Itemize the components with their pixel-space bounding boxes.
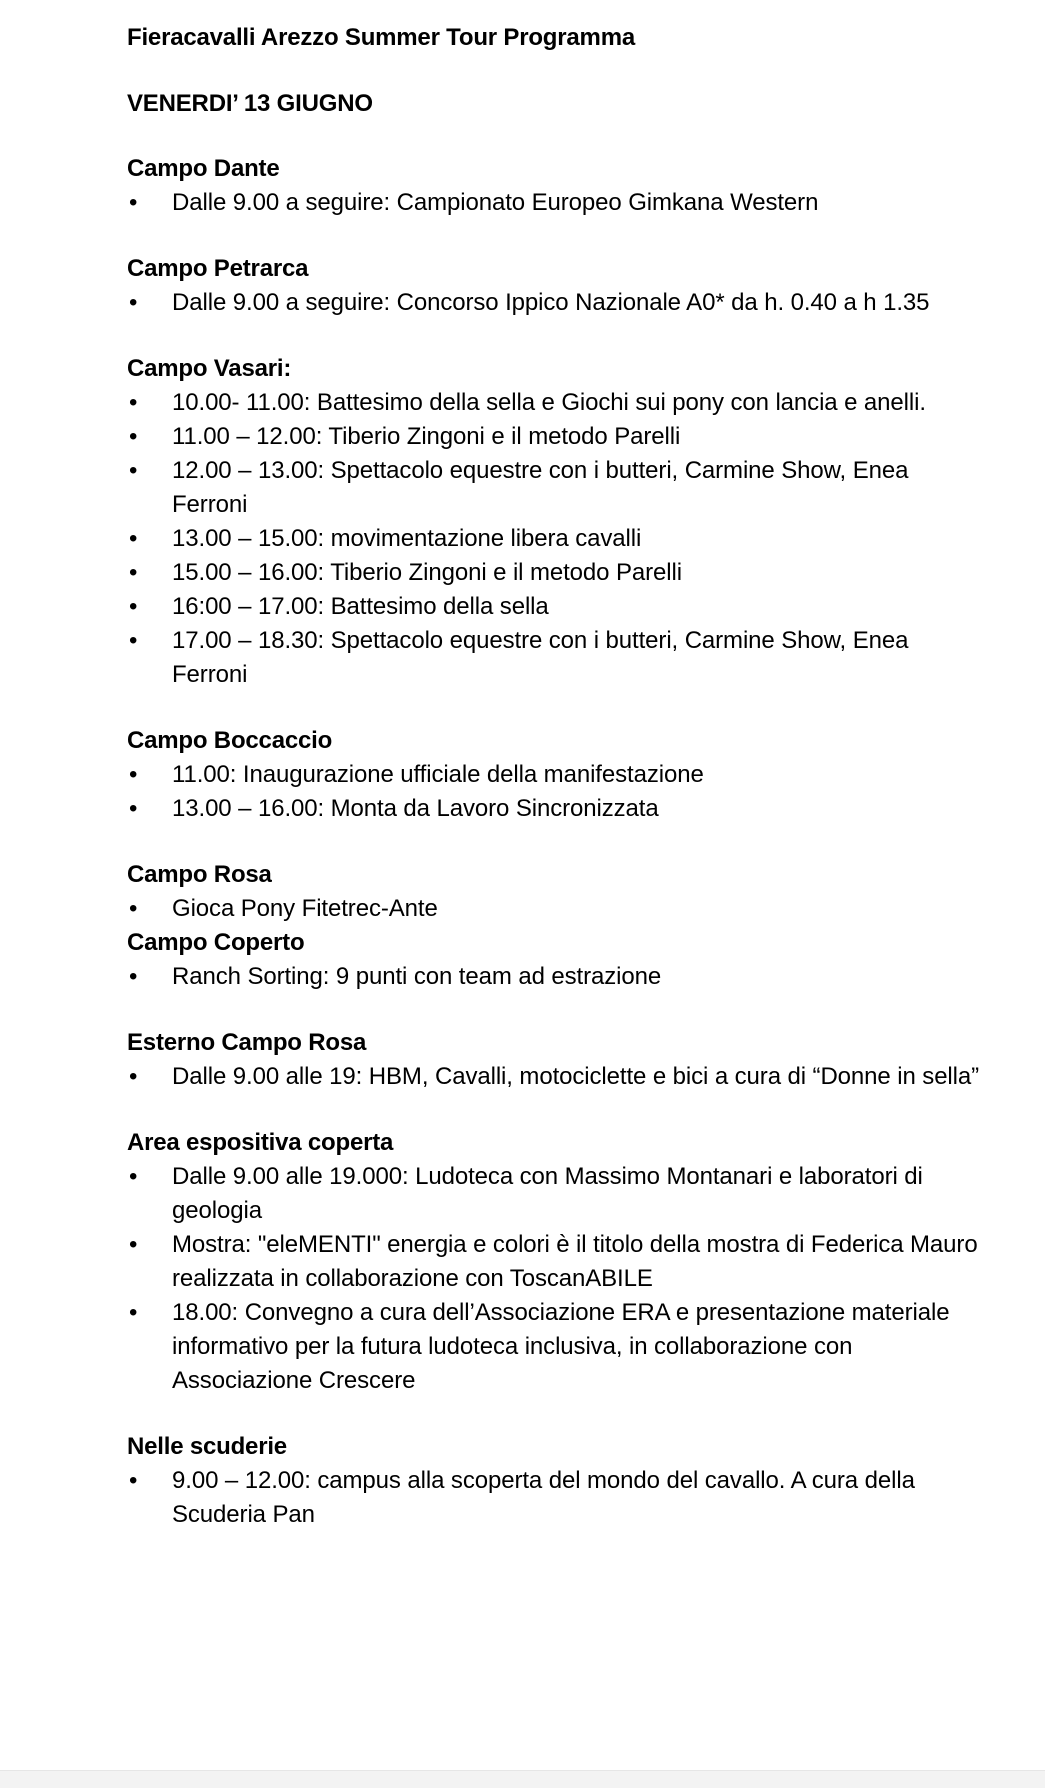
list-item: • Dalle 9.00 a seguire: Concorso Ippico Nazionale A0* da h. 0.40 a h 1.35: [127, 286, 987, 320]
item-list: [127, 186, 987, 220]
list-item: • Mostra: "eleMENTI" energia e colori è il titolo della mostra di Federica Mauro realizzata in collaborazione con ToscanABILE: [127, 1228, 987, 1296]
list-item: • 15.00 – 16.00: Tiberio Zingoni e il metodo Parelli: [127, 556, 987, 590]
section-title: Campo Boccaccio: [127, 727, 333, 754]
section-campo-rosa: [127, 858, 987, 926]
list-item: • 9.00 – 12.00: campus alla scoperta del mondo del cavallo. A cura della Scuderia Pan: [127, 1464, 987, 1532]
section-title: Campo Vasari:: [127, 355, 292, 382]
list-item: • 13.00 – 15.00: movimentazione libera cavalli: [127, 522, 987, 556]
item-list: [127, 386, 987, 692]
list-item: • 12.00 – 13.00: Spettacolo equestre con i butteri, Carmine Show, Enea Ferroni: [127, 454, 987, 522]
item-list: [127, 1060, 987, 1094]
section-title: Nelle scuderie: [127, 1433, 287, 1460]
day-heading: VENERDI’ 13 GIUGNO: [127, 90, 373, 117]
item-list: [127, 1160, 987, 1398]
item-list: [127, 892, 987, 926]
list-item: • 13.00 – 16.00: Monta da Lavoro Sincronizzata: [127, 792, 987, 826]
item-list: [127, 286, 987, 320]
section-area-espositiva: [127, 1126, 987, 1398]
section-title: Campo Petrarca: [127, 255, 309, 282]
section-title: Campo Dante: [127, 155, 280, 182]
list-item: • 18.00: Convegno a cura dell’Associazione ERA e presentazione materiale informativo per la futura ludoteca inclusiva, in collaborazione con Associazione Crescere: [127, 1296, 987, 1398]
section-title: Campo Coperto: [127, 929, 305, 956]
list-item: • 11.00: Inaugurazione ufficiale della manifestazione: [127, 758, 987, 792]
section-esterno-campo-rosa: [127, 1026, 987, 1094]
document-content: [127, 22, 987, 1532]
viewer-bottom-strip: [0, 1770, 1045, 1788]
section-campo-coperto: [127, 926, 987, 994]
section-campo-vasari: [127, 352, 987, 692]
section-title: Area espositiva coperta: [127, 1129, 394, 1156]
list-item: • 10.00- 11.00: Battesimo della sella e Giochi sui pony con lancia e anelli.: [127, 386, 987, 420]
item-list: [127, 960, 987, 994]
document-title: Fieracavalli Arezzo Summer Tour Programma: [127, 24, 635, 51]
list-item: • Gioca Pony Fitetrec-Ante: [127, 892, 987, 926]
list-item: • Dalle 9.00 a seguire: Campionato Europeo Gimkana Western: [127, 186, 987, 220]
list-item: • 17.00 – 18.30: Spettacolo equestre con i butteri, Carmine Show, Enea Ferroni: [127, 624, 987, 692]
item-list: [127, 1464, 987, 1532]
list-item: • 16:00 – 17.00: Battesimo della sella: [127, 590, 987, 624]
list-item: • 11.00 – 12.00: Tiberio Zingoni e il metodo Parelli: [127, 420, 987, 454]
list-item: • Dalle 9.00 alle 19.000: Ludoteca con Massimo Montanari e laboratori di geologia: [127, 1160, 987, 1228]
section-title: Esterno Campo Rosa: [127, 1029, 367, 1056]
section-nelle-scuderie: [127, 1430, 987, 1532]
section-title: Campo Rosa: [127, 861, 272, 888]
item-list: [127, 758, 987, 826]
section-campo-boccaccio: [127, 724, 987, 826]
section-campo-dante: [127, 152, 987, 220]
section-campo-petrarca: [127, 252, 987, 320]
list-item: • Dalle 9.00 alle 19: HBM, Cavalli, motociclette e bici a cura di “Donne in sella”: [127, 1060, 987, 1094]
list-item: • Ranch Sorting: 9 punti con team ad estrazione: [127, 960, 987, 994]
